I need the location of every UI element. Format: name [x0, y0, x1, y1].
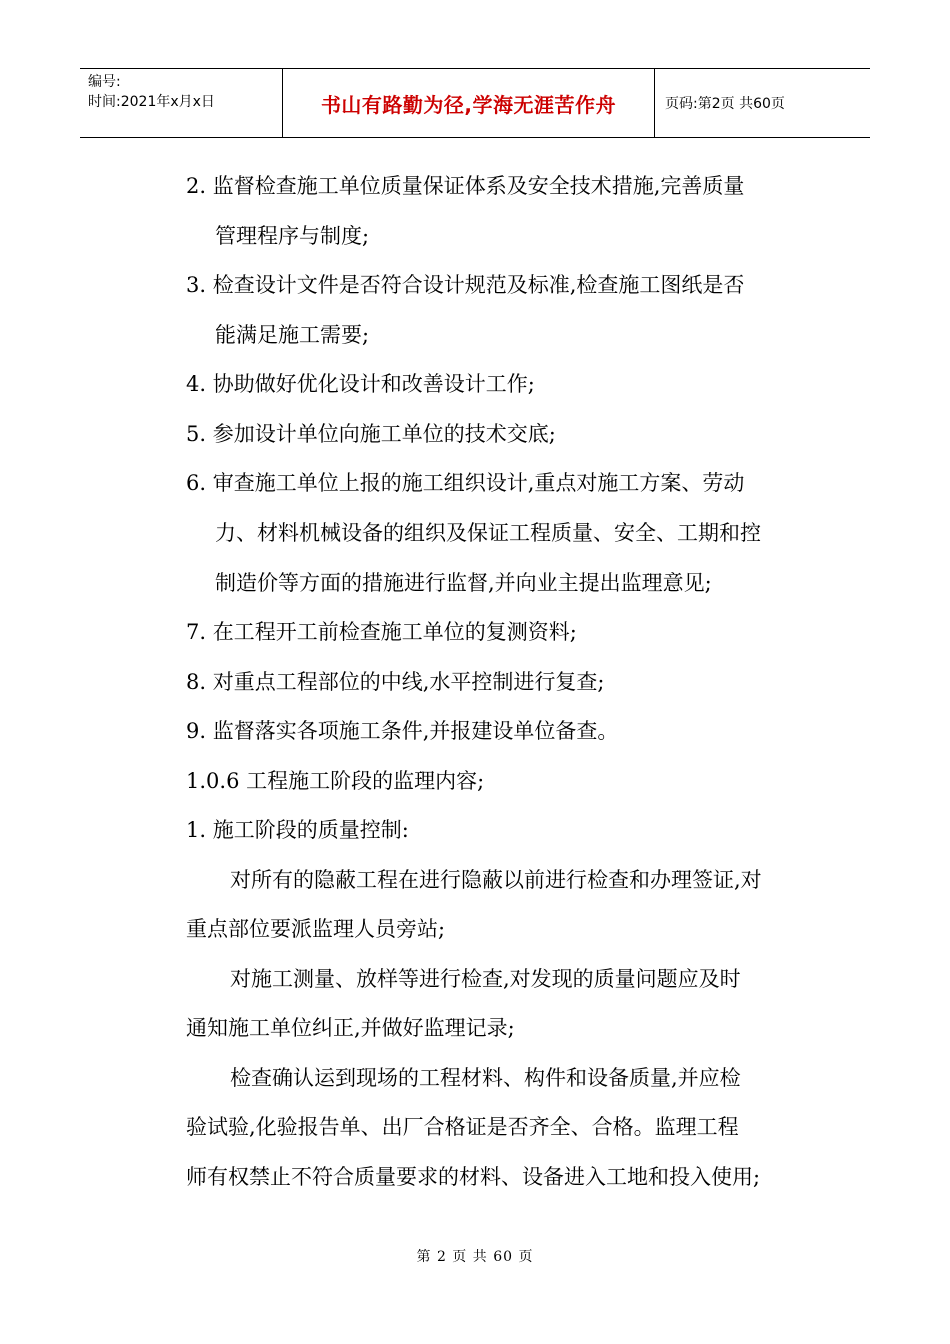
paragraph-2-line-1: 对施工测量、放样等进行检查,对发现的质量问题应及时 [230, 967, 741, 991]
page-footer: 第 2 页 共 60 页 [416, 1249, 534, 1265]
paragraph-3-line-2: 验试验,化验报告单、出厂合格证是否齐全、合格。监理工程 [186, 1115, 739, 1139]
list-item-6-continued-2: 制造价等方面的措施进行监督,并向业主提出监理意见; [215, 571, 712, 595]
paragraph-3-line-3: 师有权禁止不符合质量要求的材料、设备进入工地和投入使用; [186, 1165, 761, 1189]
header-page-info: 页码:第2页 共60页 [665, 96, 785, 112]
list-item-3: 3. 检查设计文件是否符合设计规范及标准,检查施工图纸是否 [186, 273, 745, 297]
list-item-2: 2. 监督检查施工单位质量保证体系及安全技术措施,完善质量 [186, 174, 745, 198]
header-meta [80, 69, 282, 137]
page-header [80, 68, 870, 138]
subsection-quality-control: 1. 施工阶段的质量控制: [186, 818, 409, 842]
document-time-label: 时间:2021年x月x日 [88, 94, 215, 110]
paragraph-1-line-2: 重点部位要派监理人员旁站; [186, 917, 446, 941]
paragraph-3-line-1: 检查确认运到现场的工程材料、构件和设备质量,并应检 [230, 1066, 741, 1090]
paragraph-1-line-1: 对所有的隐蔽工程在进行隐蔽以前进行检查和办理签证,对 [230, 868, 762, 892]
list-item-8: 8. 对重点工程部位的中线,水平控制进行复查; [186, 670, 605, 694]
section-heading-1-0-6: 1.0.6 工程施工阶段的监理内容; [186, 769, 485, 793]
header-motto: 书山有路勤为径,学海无涯苦作舟 [282, 69, 655, 137]
list-item-2-continued: 管理程序与制度; [215, 224, 370, 248]
paragraph-2-line-2: 通知施工单位纠正,并做好监理记录; [186, 1016, 515, 1040]
list-item-6: 6. 审查施工单位上报的施工组织设计,重点对施工方案、劳动 [186, 471, 745, 495]
list-item-3-continued: 能满足施工需要; [215, 323, 370, 347]
document-number-label: 编号: [88, 74, 121, 90]
list-item-9: 9. 监督落实各项施工条件,并报建设单位备查。 [186, 719, 619, 743]
list-item-7: 7. 在工程开工前检查施工单位的复测资料; [186, 620, 577, 644]
list-item-6-continued-1: 力、材料机械设备的组织及保证工程质量、安全、工期和控 [215, 521, 761, 545]
list-item-4: 4. 协助做好优化设计和改善设计工作; [186, 372, 535, 396]
list-item-5: 5. 参加设计单位向施工单位的技术交底; [186, 422, 556, 446]
